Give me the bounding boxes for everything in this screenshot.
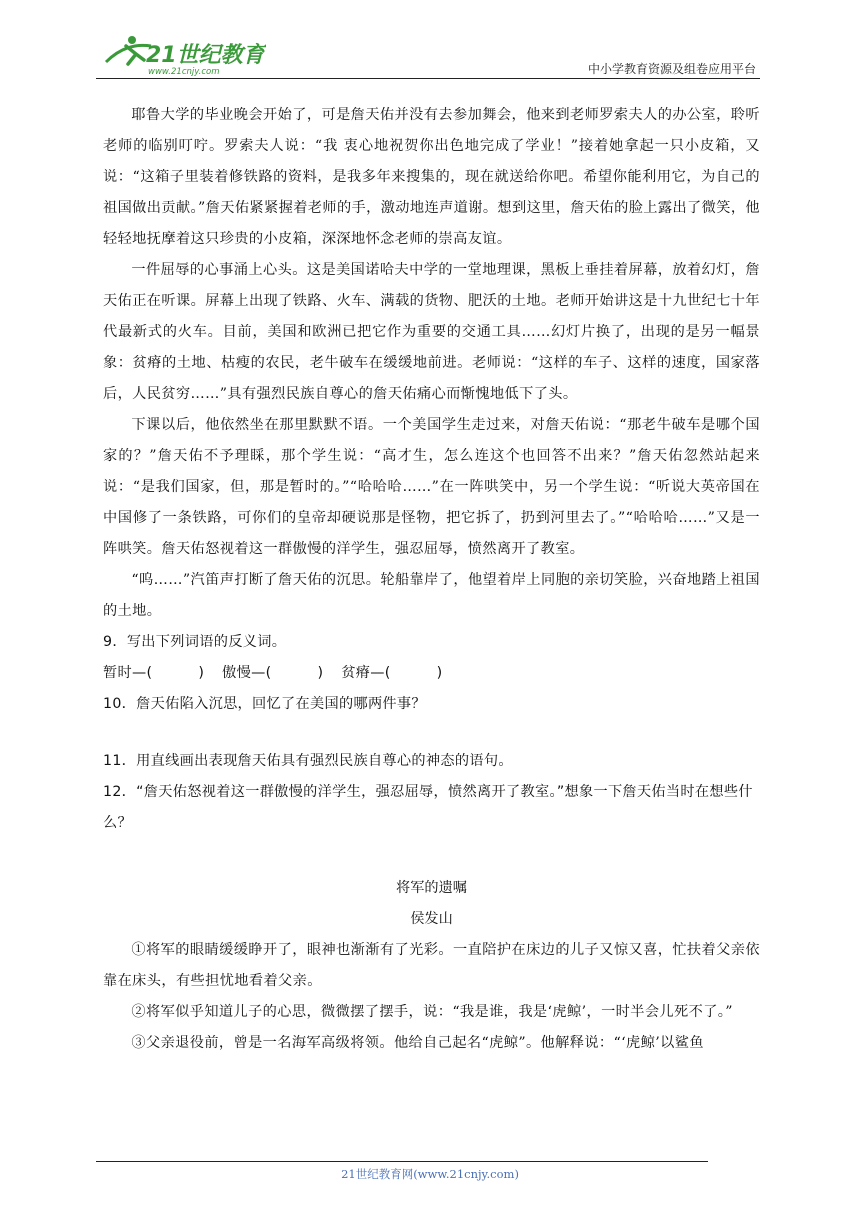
question-12: 12．“詹天佑怒视着这一群傲慢的洋学生，强忍屈辱，愤然离开了教室。”想象一下詹天佑当时在想些什么？	[103, 784, 753, 831]
passage1-paragraph: 耶鲁大学的毕业晚会开始了，可是詹天佑并没有去参加舞会，他来到老师罗索夫人的办公室，聆听老师的临别叮咛。罗索夫人说：“我 衷心地祝贺你出色地完成了学业！”接着她拿起一只小皮箱，又说：“这箱子里装着修铁路的资料，是我多年来搜集的，现在就送给你吧。希望你能利用它，为自己的祖国做出贡献。”詹天佑紧紧握着老师的手，激动地连声道谢。想到这里，詹天佑的脸上露出了微笑，他轻轻地抚摩着这只珍贵的小皮箱，深深地怀念老师的崇高友谊。	[103, 107, 760, 247]
passage2-title: 将军的遗嘱	[396, 880, 467, 896]
q9-item-2-open: 傲慢—(	[222, 665, 272, 681]
q9-item-3-close: )	[436, 665, 443, 681]
logo-main-text: 21世纪教育	[146, 43, 265, 68]
passage2-author: 侯发山	[410, 911, 453, 927]
footer-divider	[96, 1161, 708, 1162]
question-10: 10．詹天佑陷入沉思，回忆了在美国的哪两件事？	[103, 696, 426, 712]
q9-item-1-close: )	[198, 665, 205, 681]
header-platform-text: 中小学教育资源及组卷应用平台	[587, 62, 756, 76]
passage1-paragraph: 下课以后，他依然坐在那里默默不语。一个美国学生走过来，对詹天佑说：“那老牛破车是哪个国家的？”詹天佑不予理睬，那个学生说：“高才生，怎么连这个也回答不出来？”詹天佑忽然站起来说：“是我们国家，但，那是暂时的。”“哈哈哈……”在一阵哄笑中，另一个学生说：“听说大英帝国在中国修了一条铁路，可你们的皇帝却硬说那是怪物，把它拆了，扔到河里去了。”“哈哈哈……”又是一阵哄笑。詹天佑怒视着这一群傲慢的洋学生，强忍屈辱，愤然离开了教室。	[103, 417, 760, 557]
site-logo	[96, 32, 266, 76]
header-divider	[96, 78, 760, 79]
question-11: 11．用直线画出表现詹天佑具有强烈民族自尊心的神态的语句。	[103, 753, 513, 769]
passage2-paragraph: ③父亲退役前，曾是一名海军高级将领。他给自己起名“虎鲸”。他解释说：“‘虎鲸’以鲨鱼	[131, 1035, 704, 1051]
question-9: 9．写出下列词语的反义词。	[103, 634, 287, 650]
q9-item-1-open: 暂时—(	[103, 665, 153, 681]
passage2-paragraph: ①将军的眼睛缓缓睁开了，眼神也渐渐有了光彩。一直陪护在床边的儿子又惊又喜，忙扶着父亲依靠在床头，有些担忧地看着父亲。	[103, 942, 760, 989]
passage2-paragraph: ②将军似乎知道儿子的心思，微微摆了摆手，说：“我是谁，我是‘虎鲸’，一时半会儿死不了。”	[131, 1004, 733, 1020]
q9-item-2-close: )	[317, 665, 324, 681]
logo-sub-text: www.21cnjy.com	[148, 67, 220, 76]
footer-text: 21世纪教育网(www.21cnjy.com)	[341, 1167, 519, 1181]
question-9-items	[103, 658, 760, 689]
page-header	[96, 28, 760, 80]
passage1-paragraph: “呜……”汽笛声打断了詹天佑的沉思。轮船靠岸了，他望着岸上同胞的亲切笑脸，兴奋地踏上祖国的土地。	[103, 572, 760, 619]
q9-item-3-open: 贫瘠—(	[341, 665, 391, 681]
content	[103, 100, 760, 1059]
passage1-paragraph: 一件屈辱的心事涌上心头。这是美国诺哈夫中学的一堂地理课，黑板上垂挂着屏幕，放着幻灯，詹天佑正在听课。屏幕上出现了铁路、火车、满载的货物、肥沃的土地。老师开始讲这是十九世纪七十年代最新式的火车。目前，美国和欧洲已把它作为重要的交通工具……幻灯片换了，出现的是另一幅景象：贫瘠的土地、枯瘦的农民，老牛破车在缓缓地前进。老师说：“这样的车子、这样的速度，国家落后，人民贫穷……”具有强烈民族自尊心的詹天佑痛心而惭愧地低下了头。	[103, 262, 760, 402]
